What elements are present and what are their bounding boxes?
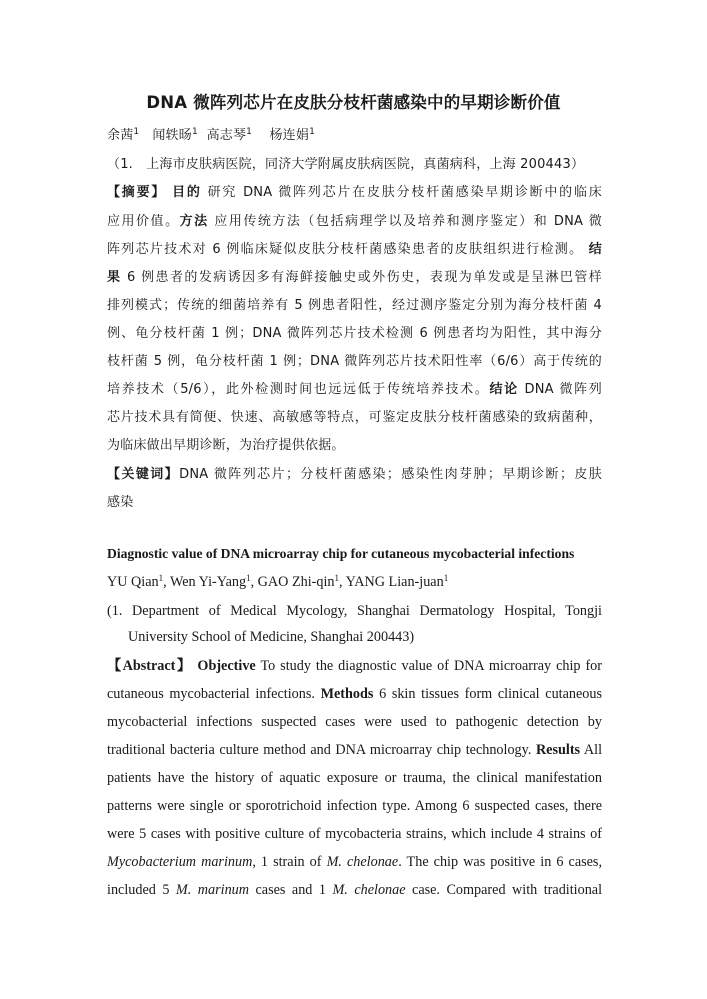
cn-abstract-line-4: 果 6 例患者的发病诱因多有海鲜接触史或外伤史，表现为单发或是呈淋巴管样 [107,270,602,285]
cn-abstract-line-2: 应用价值。方法 应用传统方法（包括病理学以及培养和测序鉴定）和 DNA 微 [107,214,602,229]
en-objective-label: Objective [197,658,256,674]
cn-results-label-1: 结 [588,242,602,257]
species-name: Mycobacterium marinum [107,854,253,870]
en-abstract-line-7: were 5 cases with positive culture of mycobacteria strains, which include 4 strains of [107,826,602,842]
cn-conclusion-label: 结论 [489,382,519,397]
cn-methods-label: 方法 [179,214,209,229]
cn-title: DNA 微阵列芯片在皮肤分枝杆菌感染中的早期诊断价值 [146,93,561,112]
cn-abstract-line-8: 培养技术（5/6），此外检测时间也远远低于传统培养技术。结论 DNA 微阵列 [107,382,602,397]
species-name: M. marinum [175,882,250,898]
en-author-4: YANG Lian-juan [345,574,444,590]
en-results-label: Results [535,742,581,758]
cn-affiliation: （1. 上海市皮肤病医院，同济大学附属皮肤病医院，真菌病科，上海 200443） [107,157,585,172]
cn-abstract-line-7: 枝杆菌 5 例，龟分枝杆菌 1 例；DNA 微阵列芯片技术阳性率（6/6）高于传统的 [107,354,602,369]
cn-abstract-label: 【摘要】 [107,185,167,200]
en-abstract-line-1: 【Abstract】 Objective To study the diagnostic value of DNA microarray chip for [107,658,603,674]
cn-abstract-line-3: 阵列芯片技术对 6 例临床疑似皮肤分枝杆菌感染患者的皮肤组织进行检测。 结 [107,242,602,257]
en-abstract-line-6: patterns were single or sporotrichoid infection type. Among 6 suspected cases, there [107,798,602,814]
en-abstract-line-4: traditional bacteria culture method and DNA microarray chip technology. Results All [107,742,603,758]
en-abstract-line-5: patients have the history of aquatic exposure or trauma, the clinical manifestation [107,770,602,786]
en-title: Diagnostic value of DNA microarray chip for cutaneous mycobacterial infections [107,546,575,561]
en-author-1: YU Qian [107,574,159,590]
cn-author-2: 闻轶旸 [152,128,192,143]
cn-objective-label: 目的 [172,185,202,200]
cn-abstract-line-9: 芯片技术具有简便、快速、高敏感等特点，可鉴定皮肤分枝杆菌感染的致病菌种， [107,410,602,425]
cn-author-1: 余茜 [107,128,134,143]
cn-keywords-line-1: 【关键词】DNA 微阵列芯片；分枝杆菌感染；感染性肉芽肿；早期诊断；皮肤 [107,467,602,482]
cn-authors: 余茜$^1$ 闻轶旸$^1$ 高志琴$^1$ 杨连娟$^1$ [107,127,315,143]
en-abstract-line-9: included 5 M. marinum cases and 1 M. chelonae case. Compared with traditional [107,882,603,898]
cn-abstract-line-1: 【摘要】 目的 研究 DNA 微阵列芯片在皮肤分枝杆菌感染早期诊断中的临床 [107,185,602,200]
en-authors: YU Qian$^1$, Wen Yi-Yang$^1$, GAO Zhi-qin$^1$, YANG Lian-juan$^1$ [107,573,449,590]
en-affiliation-line-2: University School of Medicine, Shanghai 200443) [128,629,415,645]
species-name: M. chelonae [326,854,399,870]
en-abstract-line-2: cutaneous mycobacterial infections. Methods 6 skin tissues form clinical cutaneous [107,686,603,702]
en-affiliation-line-1: (1. Department of Medical Mycology, Shanghai Dermatology Hospital, Tongji [107,603,602,619]
en-author-3: GAO Zhi-qin [257,574,335,590]
cn-abstract-line-10: 为临床做出早期诊断，为治疗提供依据。 [107,438,345,453]
cn-keywords-label: 【关键词】 [107,467,180,482]
en-abstract-label: 【Abstract】 [107,658,193,674]
cn-abstract-line-6: 例、龟分枝杆菌 1 例；DNA 微阵列芯片技术检测 6 例患者均为阳性，其中海分 [107,326,602,341]
cn-keywords-line-2: 感染 [107,495,134,510]
en-methods-label: Methods [320,686,374,702]
species-name: M. chelonae [332,882,406,898]
cn-author-4: 杨连娟 [269,128,310,143]
en-abstract-line-3: mycobacterial infections suspected cases were used to pathogenic detection by [107,714,602,730]
en-author-2: Wen Yi-Yang [169,574,247,590]
cn-results-label-2: 果 [107,270,122,285]
cn-abstract-line-5: 排列模式；传统的细菌培养有 5 例患者阳性，经过测序鉴定分别为海分枝杆菌 4 [107,298,602,313]
en-abstract-line-8: Mycobacterium marinum, 1 strain of M. chelonae. The chip was positive in 6 cases, [107,854,602,870]
cn-author-3: 高志琴 [206,128,247,143]
